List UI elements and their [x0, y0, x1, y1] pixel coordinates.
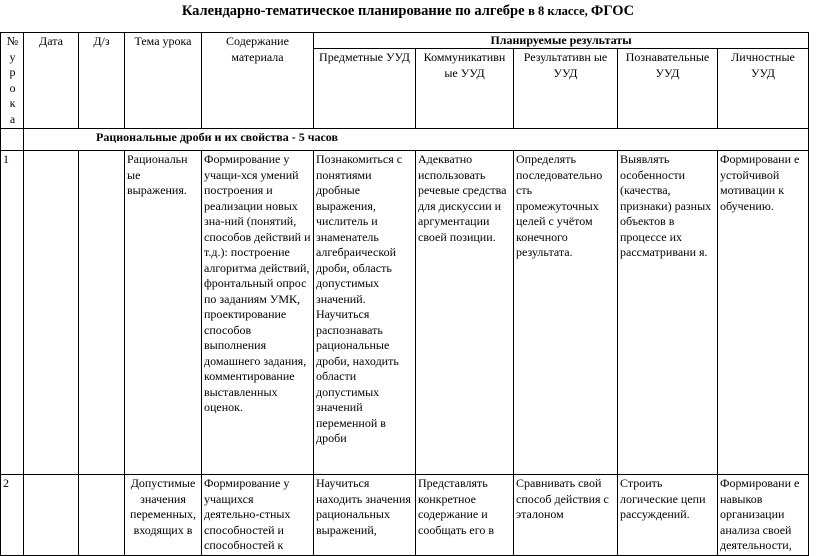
cell-content: Формирование у учащи-хся умений построения и реализации новых зна-ний (понятий, способов действий и т.д.): построение алгоритма действий, фронтальный опрос по заданиям УМК, проектирование способов выполнения домашнего задания, комментирование выставленных оценок.	[202, 151, 314, 475]
cell-topic: Рациональн ые выражения.	[125, 151, 202, 475]
header-planned-results: Планируемые результаты	[314, 33, 809, 49]
cell-communicative: Представлять конкретное содержание и сообщать его в	[416, 475, 514, 556]
header-row-top	[1, 33, 809, 49]
page-title	[0, 3, 816, 20]
cell-num: 2	[1, 475, 24, 556]
table-row	[1, 151, 809, 475]
cell-content: Формирование у учащихся деятельно-стных способностей и способностей к	[202, 475, 314, 556]
section-spacer	[1, 129, 24, 151]
header-content: Содержание материала	[202, 33, 314, 129]
planning-table	[0, 32, 809, 556]
cell-date	[24, 151, 79, 475]
header-communicative: Коммуникативн ые УУД	[416, 49, 514, 129]
cell-regulatory: Определять последовательно сть промежуточных целей с учётом конечного результата.	[514, 151, 618, 475]
cell-date	[24, 475, 79, 556]
header-personal: Личностные УУД	[718, 49, 809, 129]
cell-subject: Познакомиться с понятиями дробные выражения, числитель и знаменатель алгебраической дроби, область допустимых значений. Научиться распознавать рациональные дроби, находить области допустимых значений переменной в дроби	[314, 151, 416, 475]
title-main: Календарно-тематическое планирование по алгебре	[181, 3, 529, 19]
cell-communicative: Адекватно использовать речевые средства для дискуссии и аргументации своей позиции.	[416, 151, 514, 475]
cell-hw	[79, 151, 125, 475]
title-fgos: ФГОС	[590, 3, 635, 19]
header-regulatory: Результативн ые УУД	[514, 49, 618, 129]
table-row	[1, 475, 809, 556]
cell-topic: Допустимые значения переменных, входящих в	[125, 475, 202, 556]
header-subject: Предметные УУД	[314, 49, 416, 129]
header-cognitive: Познавательные УУД	[618, 49, 718, 129]
title-class: в 8 классе,	[528, 4, 591, 18]
cell-personal: Формировани е устойчивой мотивации к обучению.	[718, 151, 809, 475]
section-title: Рациональные дроби и их свойства - 5 часов	[24, 129, 809, 151]
cell-cognitive: Выявлять особенности (качества, признаки) разных объектов в процессе их рассматривани я.	[618, 151, 718, 475]
cell-regulatory: Сравнивать свой способ действия с эталоном	[514, 475, 618, 556]
header-lesson-number: № у р о к а	[1, 33, 24, 129]
cell-hw	[79, 475, 125, 556]
cell-cognitive: Строить логические цепи рассуждений.	[618, 475, 718, 556]
header-homework: Д/з	[79, 33, 125, 129]
cell-personal: Формировани е навыков организации анализа своей деятельности,	[718, 475, 809, 556]
header-date: Дата	[24, 33, 79, 129]
header-topic: Тема урока	[125, 33, 202, 129]
section-row	[1, 129, 809, 151]
cell-subject: Научиться находить значения рациональных выражений,	[314, 475, 416, 556]
cell-num: 1	[1, 151, 24, 475]
